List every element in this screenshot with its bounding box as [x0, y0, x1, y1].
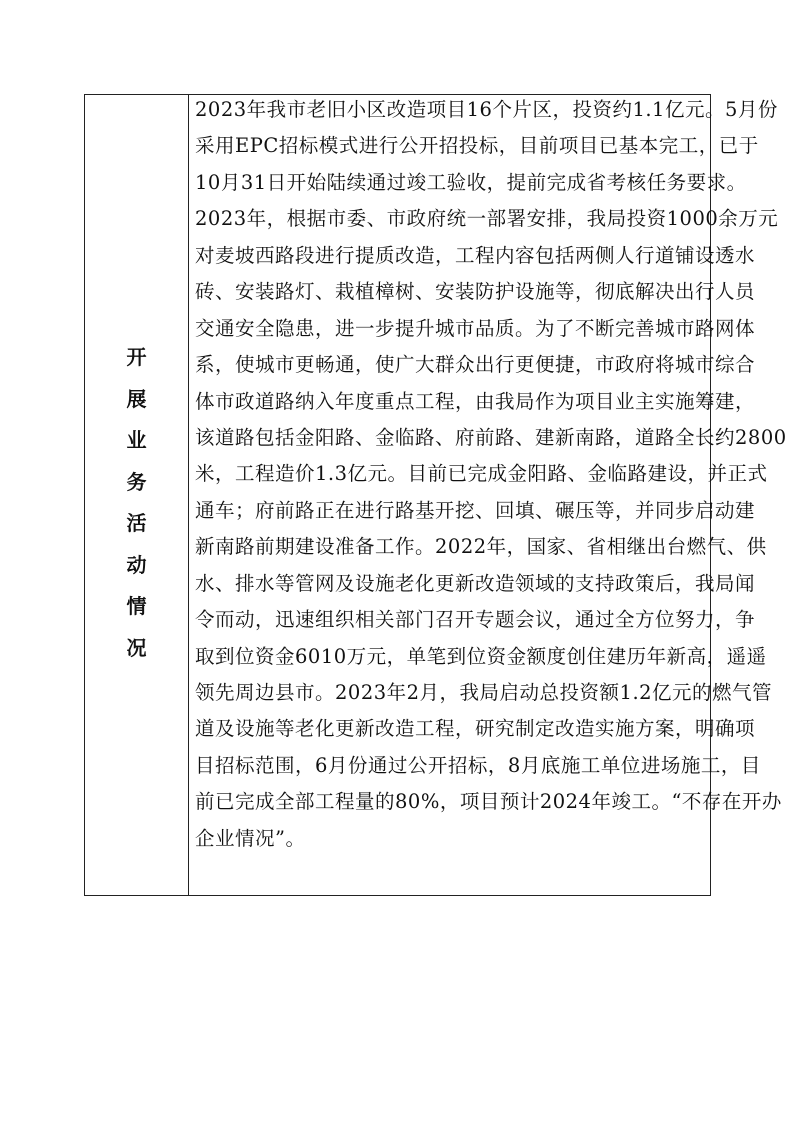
activity-description: [195, 95, 787, 860]
text-line: 对麦坡西路段进行提质改造，工程内容包括两侧人行道铺设透水: [195, 243, 756, 267]
text-line: 取到位资金6010万元，单笔到位资金额度创住建历年新高，遥遥: [195, 644, 767, 668]
text-line: 企业情况”。: [195, 826, 306, 850]
activity-table: [84, 94, 787, 896]
text-line: 2023年，根据市委、市政府统一部署安排，我局投资1000余万元: [195, 207, 779, 231]
label-char: 活: [126, 511, 147, 535]
text-line: 领先周边县市。2023年2月，我局启动总投资额1.2亿元的燃气管: [195, 681, 773, 704]
text-line: 体市政道路纳入年度重点工程，由我局作为项目业主实施筹建，: [195, 389, 756, 413]
label-char: 务: [126, 469, 147, 494]
text-line: 砖、安装路灯、栽植樟树、安装防护设施等，彻底解决出行人员: [195, 280, 756, 304]
text-line: 道及设施等老化更新改造工程，研究制定改造实施方案，明确项: [195, 717, 756, 741]
text-line: 前已完成全部工程量的80%，项目预计2024年竣工。“不存在开办: [195, 790, 782, 814]
text-line: 10月31日开始陆续通过竣工验收，提前完成省考核任务要求。: [195, 170, 747, 194]
label-char: 情: [126, 594, 147, 618]
label-char: 展: [126, 386, 147, 411]
text-line: 交通安全隐患，进一步提升城市品质。为了不断完善城市路网体: [195, 316, 756, 340]
row-label-business-activities: [85, 337, 188, 669]
text-line: 令而动，迅速组织相关部门召开专题会议，通过全方位努力，争: [195, 608, 756, 632]
text-line: 目招标范围，6月份通过公开招标，8月底施工单位进场施工，目: [195, 753, 761, 777]
label-char: 开: [126, 345, 147, 369]
column-divider: [188, 95, 189, 895]
text-line: 该道路包括金阳路、金临路、府前路、建新南路，道路全长约2800: [195, 425, 787, 449]
label-char: 动: [126, 552, 147, 577]
text-line: 系，使城市更畅通，使广大群众出行更便捷，市政府将城市综合: [195, 353, 756, 377]
text-line: 米，工程造价1.3亿元。目前已完成金阳路、金临路建设，并正式: [195, 462, 768, 486]
text-line: 水、排水等管网及设施老化更新改造领域的支持政策后，我局闻: [195, 571, 756, 595]
text-line: 采用EPC招标模式进行公开招投标，目前项目已基本完工，已于: [195, 134, 759, 158]
label-char: 况: [126, 635, 147, 660]
text-line: 新南路前期建设准备工作。2022年，国家、省相继出台燃气、供: [195, 535, 767, 559]
label-char: 业: [126, 428, 147, 452]
text-line: 2023年我市老旧小区改造项目16个片区，投资约1.1亿元。5月份: [195, 98, 778, 121]
text-line: 通车；府前路正在进行路基开挖、回填、碾压等，并同步启动建: [195, 498, 756, 522]
